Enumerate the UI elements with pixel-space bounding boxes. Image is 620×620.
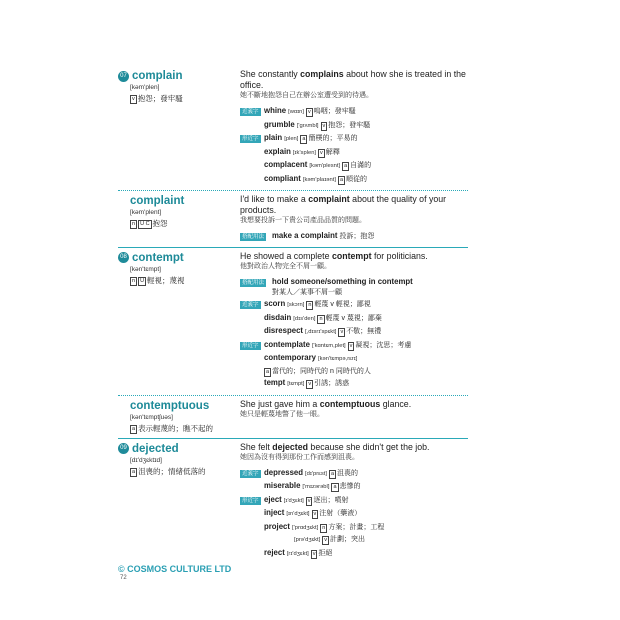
entry-body bbox=[240, 194, 468, 243]
entry-head bbox=[118, 399, 240, 434]
entry-contempt bbox=[118, 247, 468, 395]
page-number: 72 bbox=[120, 575, 127, 581]
example-translation: 她因為沒有得到那份工作而感到沮喪。 bbox=[240, 453, 359, 461]
entry-number-badge: 09 bbox=[118, 443, 129, 454]
example-sentence: I'd like to make a complaint about the quality of your products. bbox=[240, 194, 447, 215]
definition: a 表示輕蔑的；瞧不起的 bbox=[132, 423, 214, 433]
related-row: 近義字 whine [wɑɪn] v 嗚咽；發牢騷 bbox=[242, 106, 356, 115]
related-row: 對某人／某事不屑一顧 bbox=[272, 289, 342, 296]
pronunciation: [kəm'plen] bbox=[130, 84, 160, 91]
related-row: 搭配用法 make a complaint 投訴；抱怨 bbox=[242, 231, 375, 240]
related-row: miserable ['mɪzərəbl] a 悲慘的 bbox=[264, 481, 361, 490]
headword: complain bbox=[132, 70, 183, 82]
related-row: a 當代的；同時代的 n 同時代的人 bbox=[266, 367, 371, 375]
related-row: explain [ɪk'splen] v 解釋 bbox=[264, 146, 340, 156]
related-row: complacent [kəm'plesnt] a 自滿的 bbox=[264, 160, 372, 169]
headword: complaint bbox=[130, 195, 185, 207]
headword: contempt bbox=[132, 251, 184, 264]
example-sentence: He showed a complete contempt for politicians. bbox=[240, 250, 428, 261]
entry-body bbox=[240, 251, 468, 391]
example-translation: 他對政治人物完全不屑一顧。 bbox=[240, 262, 331, 270]
entry-body bbox=[240, 399, 468, 434]
definition: n U 輕視；蔑視 bbox=[132, 275, 185, 285]
related-row: disrespect [,dɪsrɪ'spɛkt] v 不敬；無禮 bbox=[264, 326, 382, 335]
related-row: 搭配用法 hold someone/something in contempt bbox=[242, 276, 413, 286]
entry-complain bbox=[118, 66, 468, 190]
related-row: disdain [dɪs'den] n 輕蔑 v 蔑視；鄙棄 bbox=[264, 312, 382, 322]
pronunciation: [kən'tɛmpt] bbox=[130, 265, 161, 273]
related-row: grumble ['grʌmbl] v 抱怨；發牢騷 bbox=[264, 119, 371, 129]
entry-head bbox=[118, 442, 240, 561]
example-sentence: She constantly complains about how she is treated in the office. bbox=[240, 69, 466, 90]
entry-head bbox=[118, 251, 240, 391]
entry-head bbox=[118, 194, 240, 243]
related-row: 形近字 eject [ɪ'dʒɛkt] v 逐出；噴射 bbox=[242, 494, 349, 504]
headword: dejected bbox=[132, 442, 179, 455]
example-sentence: She felt dejected because she didn't get the job. bbox=[240, 441, 430, 452]
dictionary-page bbox=[118, 66, 468, 564]
related-row: tempt [tɛmpt] v 引誘；誘惑 bbox=[264, 378, 350, 387]
example-translation: 她不斷地抱怨自己在辦公室遭受到的待遇。 bbox=[240, 92, 373, 99]
related-row: project ['prɑdʒɛkt] n 方案；計畫；工程 bbox=[264, 521, 385, 531]
headword: contemptuous bbox=[130, 399, 210, 412]
entry-head bbox=[118, 69, 240, 186]
pronunciation: [kəm'plent] bbox=[130, 209, 162, 216]
entry-number-badge: 07 bbox=[118, 71, 129, 82]
related-row: inject [ɪn'dʒɛkt] v 注射（藥液） bbox=[264, 508, 362, 517]
related-row: [prə'dʒɛkt] v 計劃；突出 bbox=[294, 536, 366, 543]
entry-body bbox=[240, 442, 468, 561]
entry-contemptuous bbox=[118, 395, 468, 438]
entry-complaint bbox=[118, 190, 468, 247]
pronunciation: [kən'tɛmptʃuəs] bbox=[130, 413, 173, 421]
entry-number-badge: 08 bbox=[118, 252, 129, 263]
related-row: 近義字 depressed [dɪ'prɛst] a 沮喪的 bbox=[242, 467, 359, 477]
related-row: reject [rɪ'dʒɛkt] v 拒絕 bbox=[264, 547, 333, 557]
related-row: compliant [kəm'plaɪənt] a 順從的 bbox=[264, 173, 368, 183]
definition: v 抱怨；發牢騷 bbox=[132, 94, 183, 103]
definition: n U C 抱怨 bbox=[132, 219, 168, 228]
related-row: 近義字 scorn [skɔrn] n 輕蔑 v 輕視；鄙視 bbox=[242, 299, 371, 308]
entry-dejected bbox=[118, 438, 468, 565]
pronunciation: [dɪ'dʒɛktɪd] bbox=[130, 456, 162, 464]
definition: a 沮喪的；情緒低落的 bbox=[132, 466, 206, 476]
example-translation: 她只是輕蔑地瞥了他一眼。 bbox=[240, 410, 324, 418]
example-translation: 我想要投訴一下貴公司產品品質的問題。 bbox=[240, 217, 366, 224]
related-row: contemporary [kən'tɛmpə,rɛrɪ] bbox=[264, 353, 358, 362]
related-row: 形近字 plain [plen] a 簡樸的；平易的 bbox=[242, 133, 358, 142]
example-sentence: She just gave him a contemptuous glance. bbox=[240, 398, 412, 409]
copyright-footer: © COSMOS CULTURE LTD bbox=[118, 564, 232, 574]
entry-body bbox=[240, 69, 468, 186]
related-row: 形近字 contemplate ['kɑntɛm,plet] v 凝視；沈思；考慮 bbox=[242, 339, 412, 349]
